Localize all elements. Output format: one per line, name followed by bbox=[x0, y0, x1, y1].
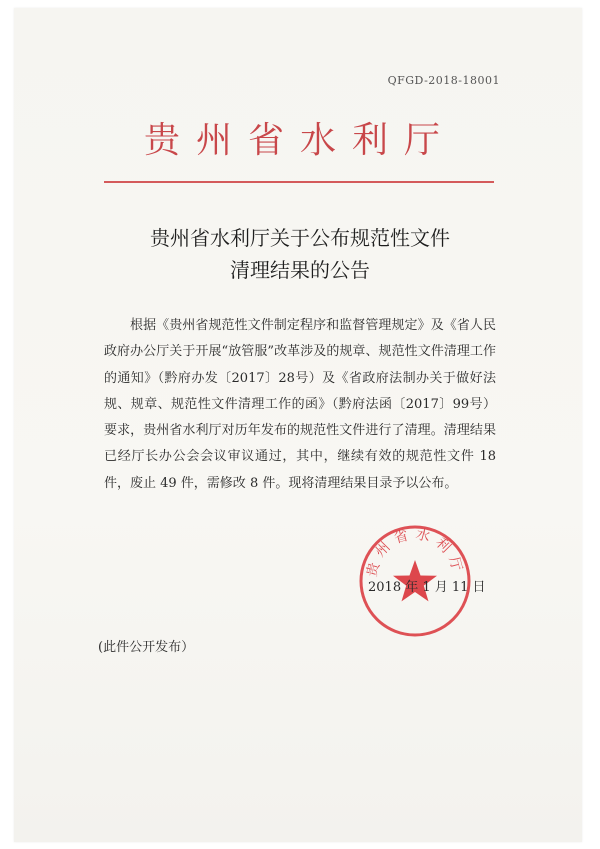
document-title bbox=[0, 222, 600, 286]
document-title-line-2: 清理结果的公告 bbox=[230, 258, 370, 282]
red-header-rule bbox=[104, 181, 494, 183]
issuing-organization-header: 贵州省水利厅 bbox=[143, 120, 456, 161]
publication-note: (此件公开发布） bbox=[98, 640, 195, 655]
document-title-line-1: 贵州省水利厅关于公布规范性文件 bbox=[150, 226, 450, 250]
document-body: 根据《贵州省规范性文件制定程序和监督管理规定》及《省人民政府办公厅关于开展“放管服”改革涉及的规章、规范性文件清理工作的通知》（黔府办发〔2017〕28号）及《省政府法制办关于做好法规、规章、规范性文件清理工作的函》（黔府法函〔2017〕99号）要求，贵州省水利厅对历年发布的规范性文件进行了清理。清理结果已经厅长办公会会议审议通过，其中，继续有效的规范性文件 18 件，废止 49 件，需修改 8 件。现将清理结果目录予以公布。 bbox=[104, 318, 496, 491]
issue-date: 2018 年 1 月 11 日 bbox=[368, 580, 486, 595]
document-number: QFGD-2018-18001 bbox=[387, 74, 500, 87]
seal-text: 贵州省水利厅 bbox=[364, 526, 466, 579]
